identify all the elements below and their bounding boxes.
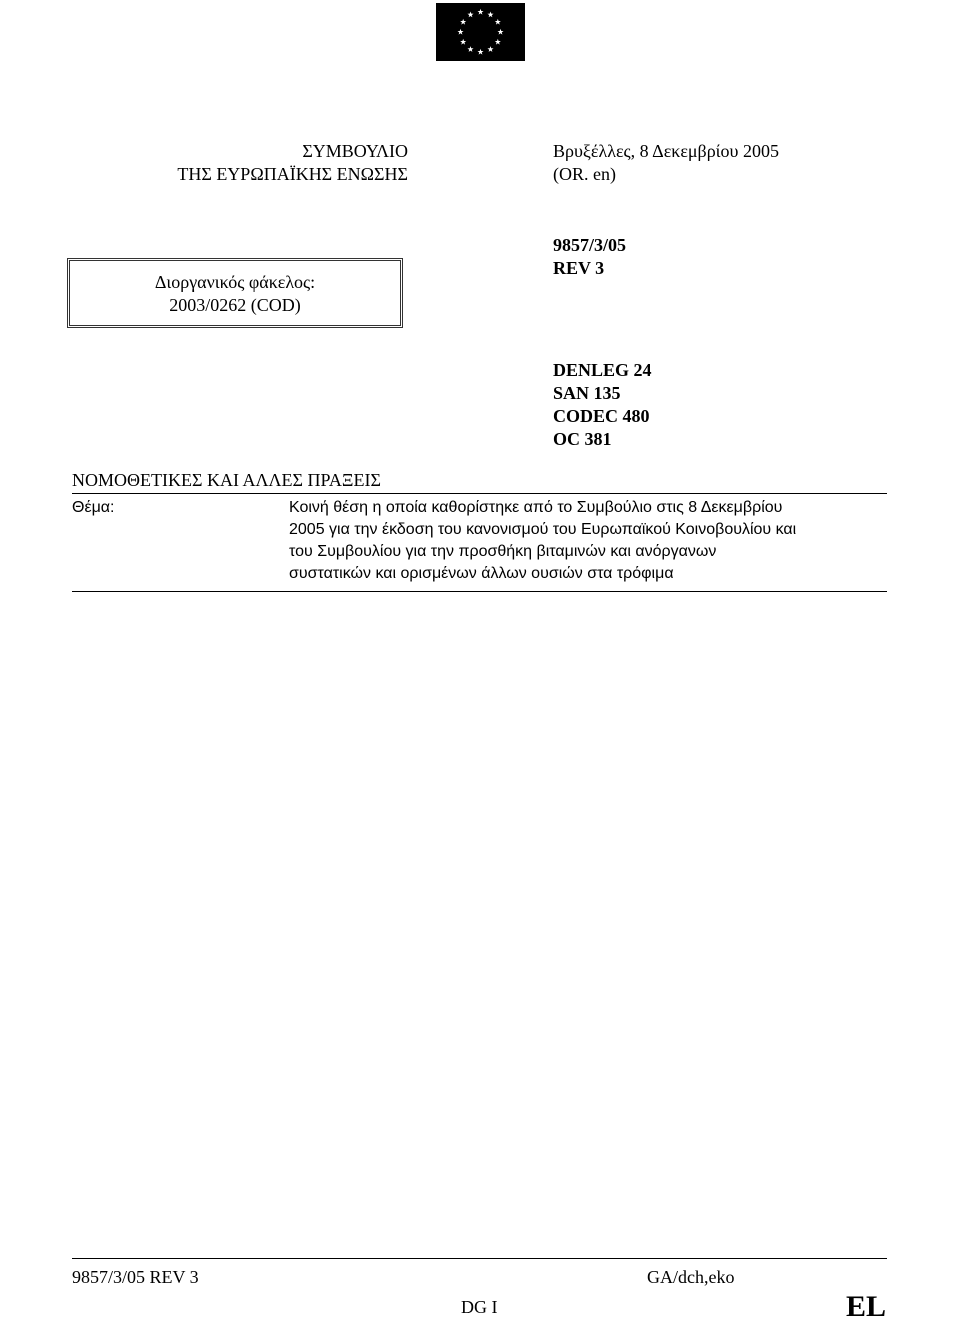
code-oc: OC 381 [553,429,612,449]
star-icon [477,9,483,15]
code-san: SAN 135 [553,383,621,403]
subject-top-rule [72,493,887,494]
star-icon [467,11,473,17]
star-icon [467,46,473,52]
star-icon [457,29,463,35]
footer-rule [72,1258,887,1259]
council-name-line2: ΤΗΣ ΕΥΡΩΠΑΪΚΗΣ ΕΝΩΣΗΣ [177,164,408,184]
council-name-line1: ΣΥΜΒΟΥΛΙΟ [302,141,408,161]
subject-bottom-rule [72,591,887,592]
reference-revision: REV 3 [553,258,605,278]
section-title: ΝΟΜΟΘΕΤΙΚΕΣ ΚΑΙ ΑΛΛΕΣ ΠΡΑΞΕΙΣ [72,470,381,490]
dossier-number: 2003/0262 (COD) [169,295,301,315]
star-icon [495,19,501,25]
star-icon [487,46,493,52]
subject-label: Θέμα: [72,499,115,516]
subject-line: 2005 για την έκδοση του κανονισμού του Ευρωπαϊκού Κοινοβουλίου και [289,521,797,538]
document-date: Βρυξέλλες, 8 Δεκεμβρίου 2005 [553,141,779,161]
eu-flag-logo [436,3,525,61]
star-icon [477,49,483,55]
star-icon [460,19,466,25]
subject-line: του Συμβουλίου για την προσθήκη βιταμινών και ανόργανων [289,543,717,560]
reference-number: 9857/3/05 [553,235,627,255]
code-denleg: DENLEG 24 [553,360,652,380]
subject-line: συστατικών και ορισμένων άλλων ουσιών στα τρόφιμα [289,565,674,582]
star-icon [487,11,493,17]
subject-text [289,497,887,585]
star-icon [497,29,503,35]
footer-language-code: EL [846,1290,887,1323]
star-icon [495,39,501,45]
dossier-label: Διοργανικός φάκελος: [154,272,316,292]
footer-dg: DG I [461,1297,498,1317]
star-icon [460,39,466,45]
subject-line: Κοινή θέση η οποία καθορίστηκε από το Συμβούλιο στις 8 Δεκεμβρίου [289,499,783,516]
footer-initials: GA/dch,eko [647,1267,735,1287]
footer-doc-ref: 9857/3/05 REV 3 [72,1267,199,1287]
dossier-box [67,258,403,328]
code-codec: CODEC 480 [553,406,650,426]
eu-stars-icon [436,3,525,61]
original-language: (OR. en) [553,164,616,184]
